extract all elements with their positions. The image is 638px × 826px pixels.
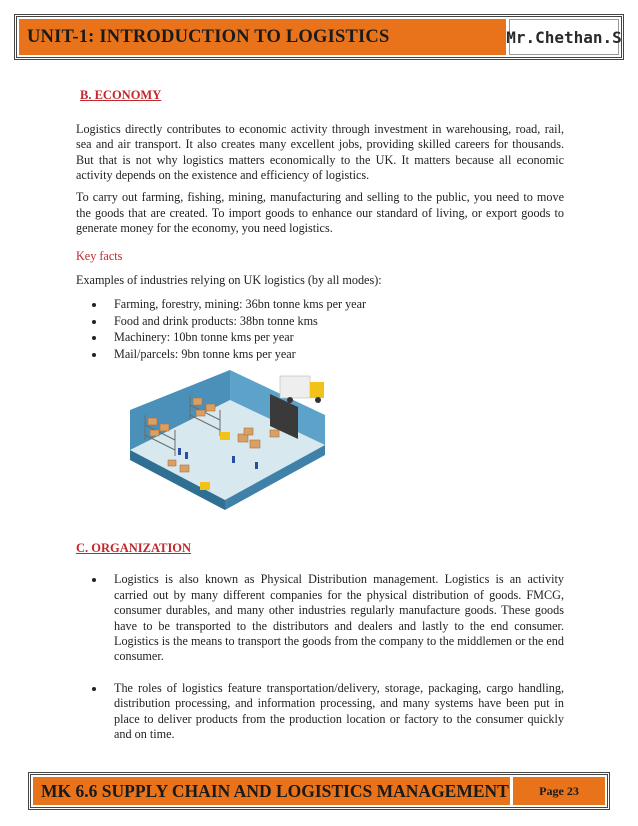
- economy-section: [76, 88, 564, 363]
- organization-heading: C. ORGANIZATION: [76, 541, 192, 555]
- list-item: Food and drink products: 38bn tonne kms: [76, 314, 564, 330]
- bullet-icon: [92, 353, 96, 357]
- list-item: Machinery: 10bn tonne kms per year: [76, 330, 564, 346]
- page-footer: [28, 772, 610, 810]
- page-number: Page 23: [513, 777, 605, 805]
- economy-paragraph-2: To carry out farming, fishing, mining, manufacturing and selling to the public, you need to move the goods that are created. To import goods to enhance our standard of living, or export goods to generate money for the economy, you need logistics.: [76, 189, 564, 236]
- list-item: Mail/parcels: 9bn tonne kms per year: [76, 347, 564, 363]
- list-item: Farming, forestry, mining: 36bn tonne kms per year: [76, 297, 564, 313]
- bullet-icon: [92, 320, 96, 324]
- economy-heading: B. ECONOMY: [80, 88, 162, 102]
- author-name: Mr.Chethan.S: [509, 19, 619, 55]
- economy-paragraph-1: Logistics directly contributes to economic activity through investment in warehousing, road, rail, sea and air transport. It also creates many excellent jobs, providing skilled careers for thousands. But that is not why logistics matters economically to the UK. It matters because all economic activity depends on the existence and efficiency of logistics.: [76, 121, 564, 183]
- bullet-icon: [92, 303, 96, 307]
- organization-section: [76, 541, 564, 758]
- bullet-icon: [92, 687, 96, 691]
- examples-list: [76, 297, 564, 362]
- list-item: Logistics is also known as Physical Distribution management. Logistics is an activity carried out by many different companies for the physical distribution of goods. FMCG, consumer durables, and many other industries regularly manufacture goods. These goods have to be transported to the distributors and dealers and lastly to the end consumer. Logistics is the means to transport the goods from the company to the middlemen or the end consumer.: [76, 572, 564, 664]
- key-facts-label: Key facts: [76, 248, 123, 263]
- course-title: MK 6.6 SUPPLY CHAIN AND LOGISTICS MANAGEMENT: [33, 777, 510, 805]
- organization-list: [76, 572, 564, 742]
- list-item: The roles of logistics feature transportation/delivery, storage, packaging, cargo handling, distribution processing, and information processing, and many systems have been put in place to deliver products from the production location or factory to the consumer quickly and on time.: [76, 681, 564, 743]
- warehouse-illustration: [120, 370, 330, 520]
- page-header: [14, 14, 624, 60]
- unit-title: UNIT-1: INTRODUCTION TO LOGISTICS: [19, 19, 506, 55]
- examples-intro: Examples of industries relying on UK logistics (by all modes):: [76, 273, 382, 288]
- bullet-icon: [92, 336, 96, 340]
- bullet-icon: [92, 578, 96, 582]
